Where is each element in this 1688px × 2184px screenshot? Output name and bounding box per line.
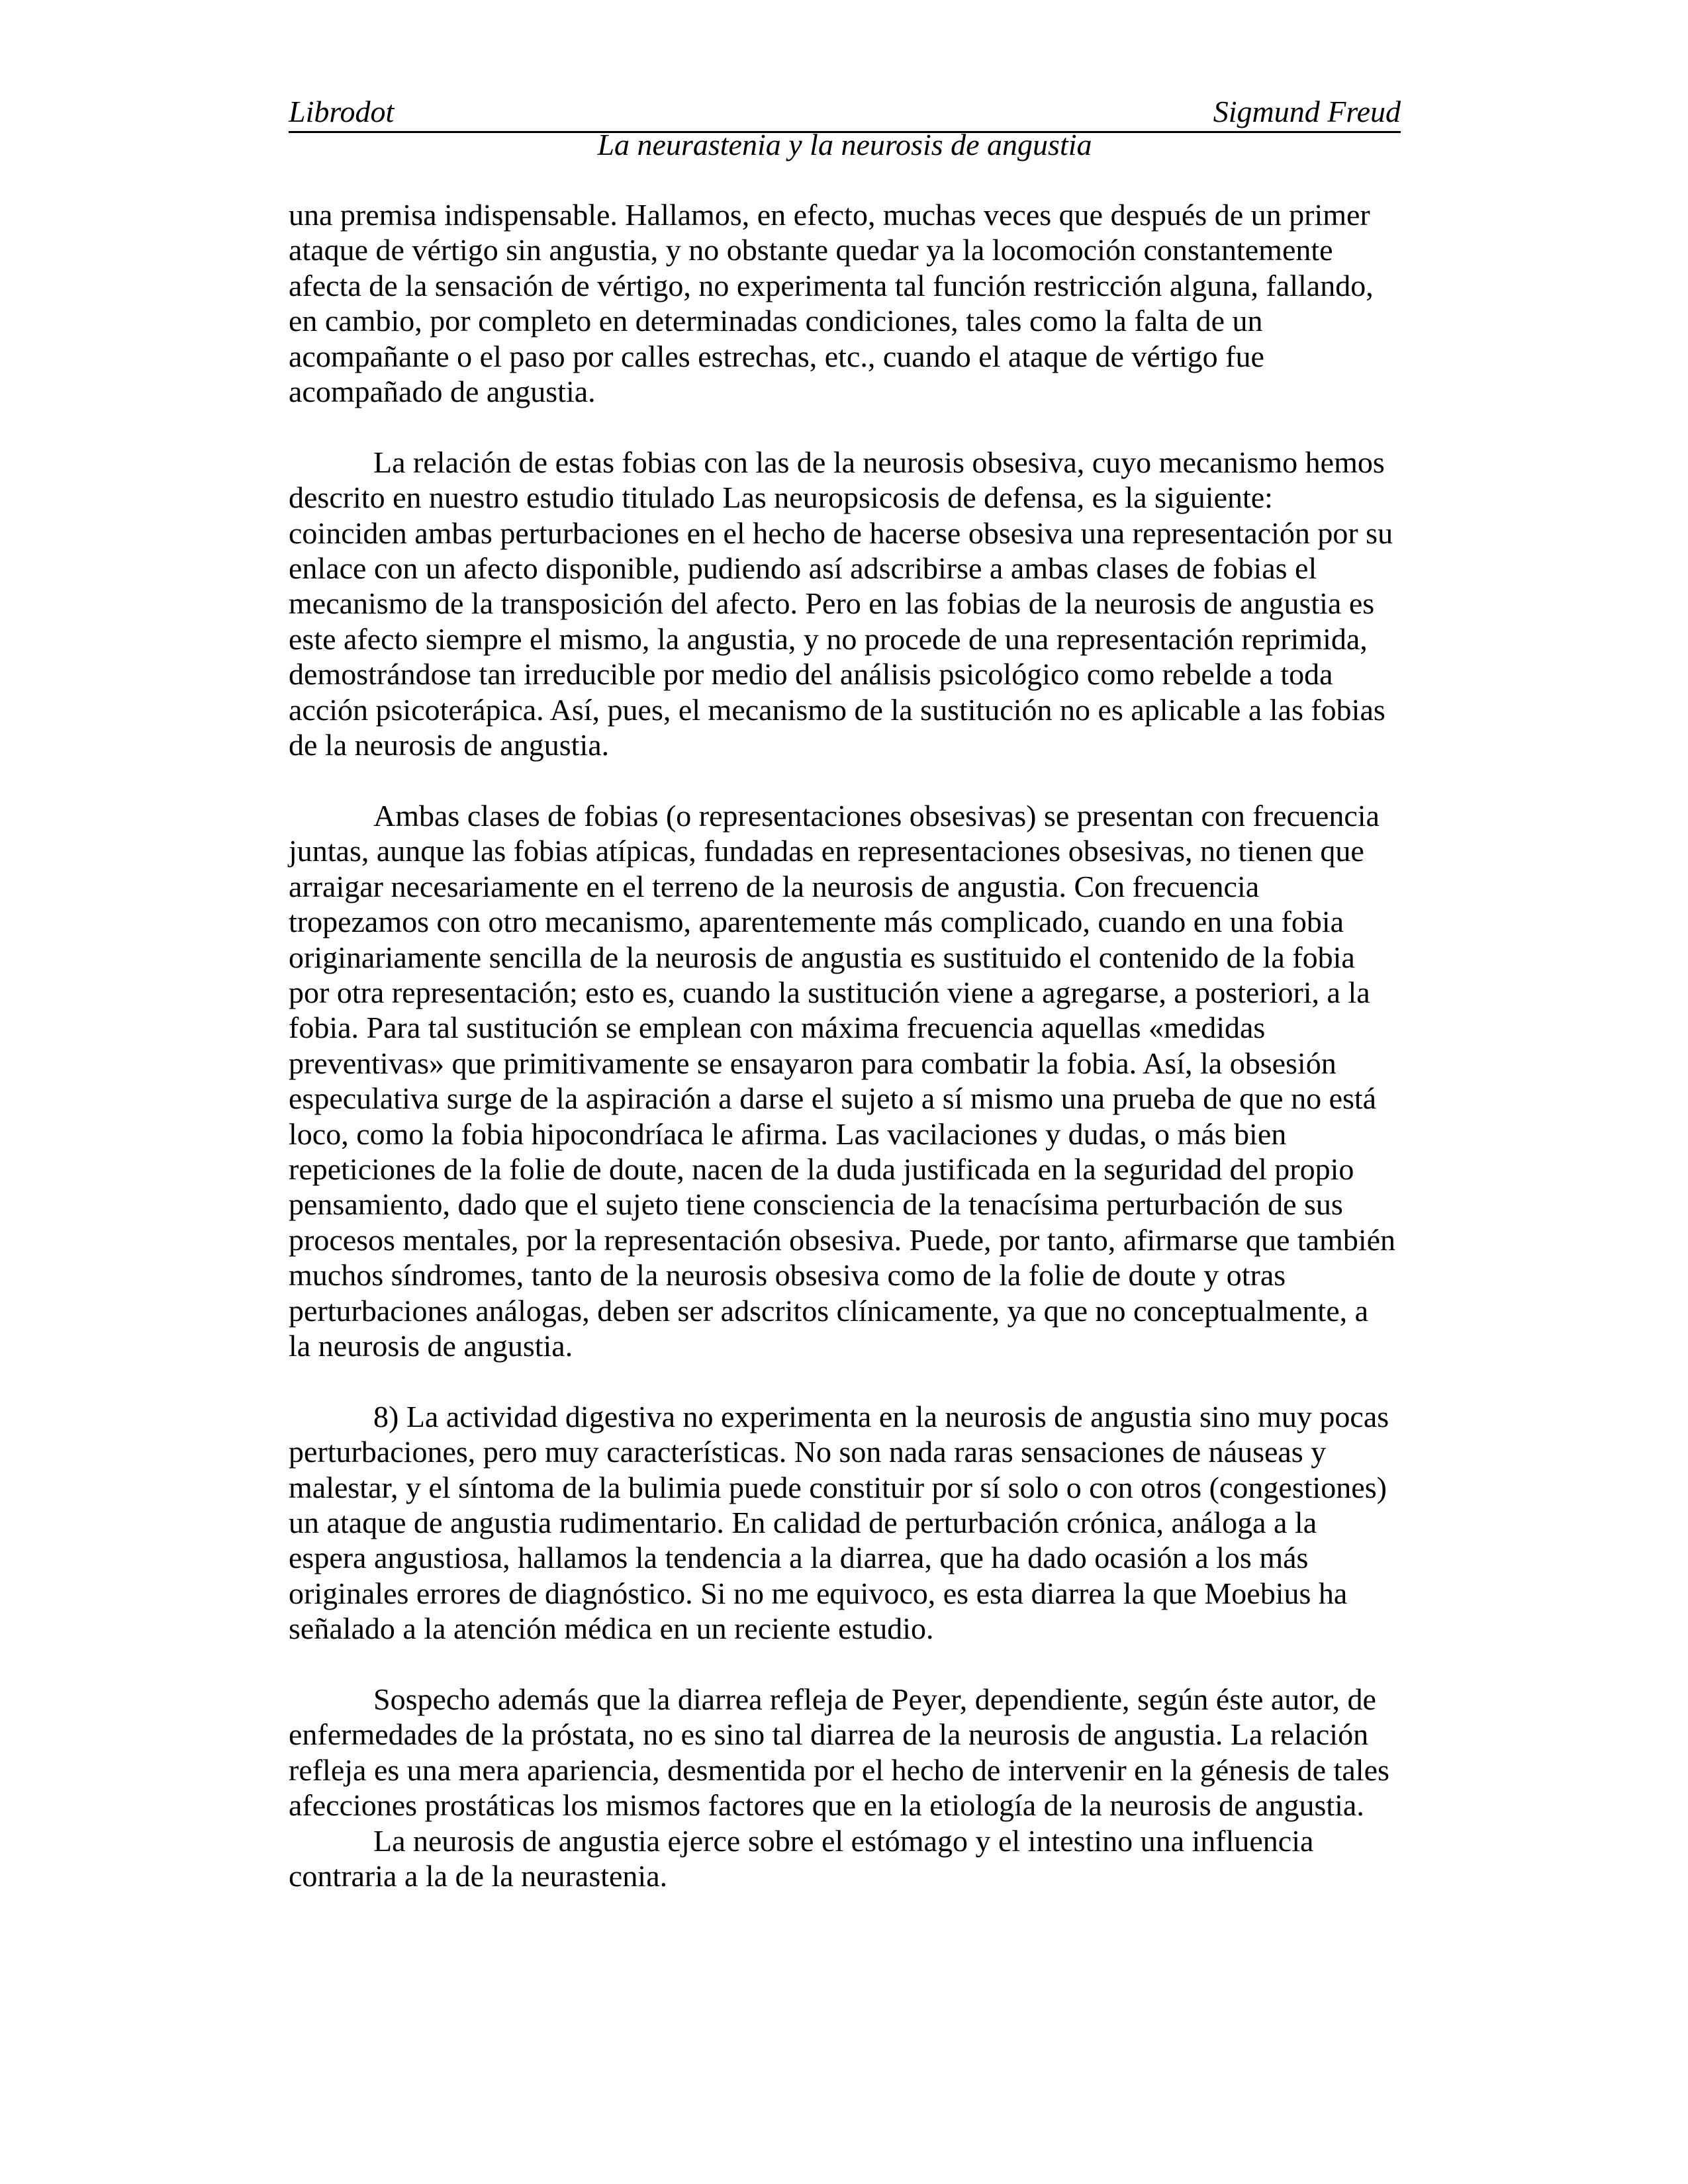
- text-line: juntas, aunque las fobias atípicas, fundadas en representaciones obsesivas, no tienen que: [289, 834, 1364, 868]
- text-line: malestar, y el síntoma de la bulimia puede constituir por sí solo o con otros (congestiones): [289, 1470, 1387, 1504]
- text-line: espera angustiosa, hallamos la tendencia a la diarrea, que ha dado ocasión a los más: [289, 1541, 1309, 1575]
- text-line: contraria a la de la neurastenia.: [289, 1859, 668, 1893]
- text-line: señalado a la atención médica en un reciente estudio.: [289, 1612, 934, 1646]
- text-line: enlace con un afecto disponible, pudiendo así adscribirse a ambas clases de fobias el: [289, 551, 1317, 586]
- text-line: coinciden ambas perturbaciones en el hecho de hacerse obsesiva una representación por su: [289, 516, 1393, 550]
- text-line: una premisa indispensable. Hallamos, en efecto, muchas veces que después de un primer: [289, 198, 1370, 232]
- text-line: mecanismo de la transposición del afecto. Pero en las fobias de la neurosis de angustia es: [289, 586, 1375, 621]
- text-line: 8) La actividad digestiva no experimenta en la neurosis de angustia sino muy pocas: [373, 1399, 1389, 1433]
- text-line: descrito en nuestro estudio titulado Las neuropsicosis de defensa, es la siguiente:: [289, 480, 1273, 515]
- body-text: [289, 197, 1414, 1893]
- text-line: originales errores de diagnóstico. Si no me equivoco, es esta diarrea la que Moebius ha: [289, 1576, 1348, 1610]
- text-line: pensamiento, dado que el sujeto tiene consciencia de la tenacísima perturbación de sus: [289, 1187, 1343, 1222]
- text-line: acción psicoterápica. Así, pues, el mecanismo de la sustitución no es aplicable a las fobias: [289, 692, 1385, 727]
- text-line: loco, como la fobia hipocondríaca le afirma. Las vacilaciones y dudas, o más bien: [289, 1116, 1287, 1151]
- text-line: repeticiones de la folie de doute, nacen de la duda justificada en la seguridad del propio: [289, 1152, 1354, 1186]
- text-line: muchos síndromes, tanto de la neurosis obsesiva como de la folie de doute y otras: [289, 1258, 1286, 1293]
- paragraph: [289, 197, 1414, 409]
- text-line: tropezamos con otro mecanismo, aparentemente más complicado, cuando en una fobia: [289, 905, 1344, 939]
- paragraph: [289, 445, 1414, 763]
- header-author: Sigmund Freud: [1213, 95, 1401, 128]
- text-line: arraigar necesariamente en el terreno de la neurosis de angustia. Con frecuencia: [289, 869, 1260, 903]
- header-work-title: La neurastenia y la neurosis de angustia: [597, 128, 1092, 161]
- text-line: procesos mentales, por la representación obsesiva. Puede, por tanto, afirmarse que también: [289, 1222, 1396, 1257]
- text-line: enfermedades de la próstata, no es sino tal diarrea de la neurosis de angustia. La relación: [289, 1717, 1369, 1752]
- text-line: afecta de la sensación de vértigo, no experimenta tal función restricción alguna, fallando,: [289, 268, 1374, 302]
- text-line: La relación de estas fobias con las de la neurosis obsesiva, cuyo mecanismo hemos: [373, 445, 1385, 479]
- paragraph: [289, 798, 1414, 1364]
- text-line: por otra representación; esto es, cuando la sustitución viene a agregarse, a posteriori, a la: [289, 975, 1370, 1009]
- text-line: preventivas» que primitivamente se ensayaron para combatir la fobia. Así, la obsesión: [289, 1046, 1336, 1080]
- text-line: perturbaciones, pero muy características. No son nada raras sensaciones de náuseas y: [289, 1435, 1327, 1469]
- text-line: de la neurosis de angustia.: [289, 728, 610, 762]
- text-line: fobia. Para tal sustitución se emplean con máxima frecuencia aquellas «medidas: [289, 1011, 1266, 1045]
- text-line: demostrándose tan irreducible por medio del análisis psicológico como rebelde a toda: [289, 657, 1333, 692]
- text-line: La neurosis de angustia ejerce sobre el estómago y el intestino una influencia: [373, 1823, 1314, 1858]
- text-line: originariamente sencilla de la neurosis de angustia es sustituido el contenido de la fobia: [289, 940, 1355, 974]
- text-line: Ambas clases de fobias (o representaciones obsesivas) se presentan con frecuencia: [373, 798, 1380, 833]
- text-line: este afecto siempre el mismo, la angustia, y no procede de una representación reprimida,: [289, 621, 1368, 656]
- text-line: ataque de vértigo sin angustia, y no obstante quedar ya la locomoción constantemente: [289, 233, 1333, 267]
- text-line: Sospecho además que la diarrea refleja de Peyer, dependiente, según éste autor, de: [373, 1682, 1376, 1716]
- text-line: acompañante o el paso por calles estrechas, etc., cuando el ataque de vértigo fue: [289, 339, 1264, 373]
- text-line: refleja es una mera apariencia, desmentida por el hecho de intervenir en la génesis de tales: [289, 1752, 1389, 1787]
- paragraph: [289, 1399, 1414, 1647]
- text-line: la neurosis de angustia.: [289, 1328, 573, 1363]
- text-line: acompañado de angustia.: [289, 375, 596, 409]
- text-line: afecciones prostáticas los mismos factores que en la etiología de la neurosis de angustia.: [289, 1788, 1364, 1823]
- text-line: perturbaciones análogas, deben ser adscritos clínicamente, ya que no conceptualmente, a: [289, 1293, 1369, 1328]
- paragraph: [289, 1823, 1414, 1894]
- header-source: Librodot: [289, 95, 395, 128]
- paragraph: [289, 1682, 1414, 1823]
- text-line: en cambio, por completo en determinadas condiciones, tales como la falta de un: [289, 304, 1263, 338]
- text-line: especulativa surge de la aspiración a darse el sujeto a sí mismo una prueba de que no está: [289, 1081, 1377, 1116]
- text-line: un ataque de angustia rudimentario. En calidad de perturbación crónica, análoga a la: [289, 1505, 1317, 1539]
